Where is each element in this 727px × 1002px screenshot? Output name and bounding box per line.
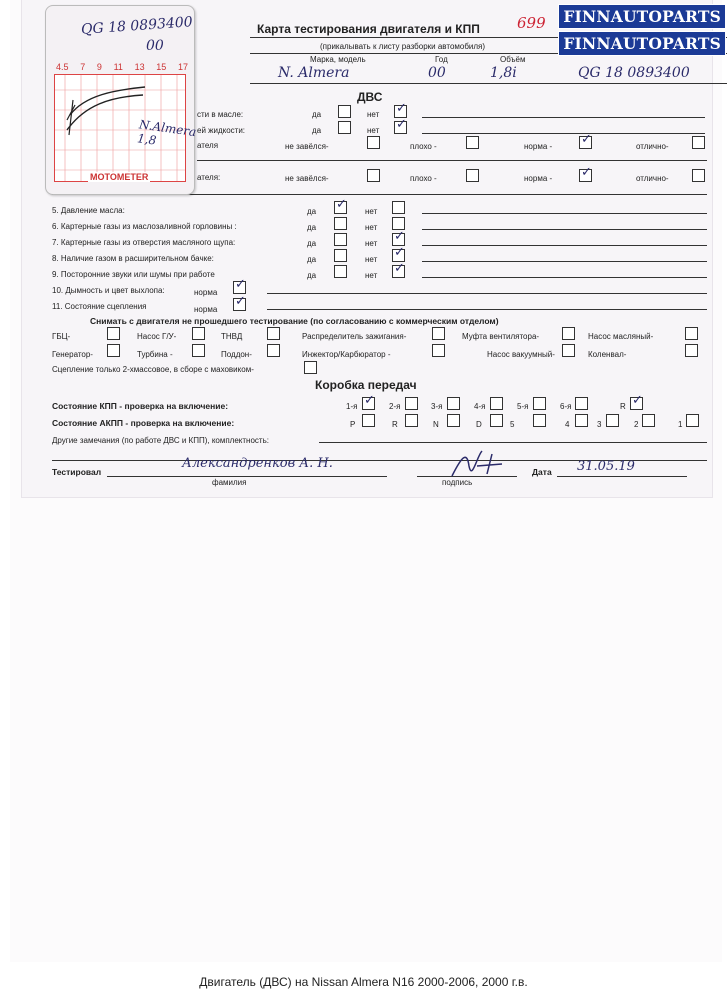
val-engine-number: QG 18 0893400 [578, 65, 690, 81]
part-label: Насос Г/У- [137, 332, 177, 341]
part-label: Насос масляный- [588, 332, 654, 341]
gear-label: 3 [597, 420, 602, 429]
part-box[interactable] [192, 344, 205, 357]
gear-box[interactable] [533, 414, 546, 427]
row4-normal-box[interactable]: ✓ [581, 165, 592, 180]
gear-label: 2-я [389, 402, 401, 411]
card-scale: 4.5 7 9 11 13 15 17 [56, 62, 188, 72]
motometer-card [45, 5, 198, 195]
val-year: 00 [428, 65, 446, 81]
item10-norm-box[interactable]: ✓ [235, 277, 246, 292]
watermark-logo-top: FINNAUTOPARTS [558, 4, 726, 29]
bad-label: плохо - [410, 174, 437, 183]
part-box[interactable] [562, 344, 575, 357]
gear-box[interactable] [405, 414, 418, 427]
norm-label: норма [194, 305, 218, 314]
part-label: Генератор- [52, 350, 93, 359]
part-box[interactable] [432, 344, 445, 357]
gear-label: 1 [678, 420, 683, 429]
tester-name: Александренков А. Н. [182, 456, 333, 471]
gear-box[interactable] [405, 397, 418, 410]
row4-bad-box[interactable] [466, 169, 479, 182]
card-number: QG 18 0893400 [80, 14, 194, 38]
card-note: N.Almera 1,8 [136, 117, 198, 148]
no-label: нет [367, 126, 380, 135]
part-box[interactable] [107, 344, 120, 357]
part-label: ТНВД [221, 332, 243, 341]
item6-label: 6. Картерные газы из маслозаливной горловины : [52, 222, 237, 231]
gear-box[interactable] [606, 414, 619, 427]
gear-label: 5 [510, 420, 515, 429]
val-model: N. Almera [278, 65, 350, 81]
yes-label: да [312, 110, 322, 119]
signature-mark [447, 446, 507, 482]
item9-yes-box[interactable] [334, 265, 347, 278]
excellent-label: отлично- [636, 174, 669, 183]
gear-label: R [392, 420, 398, 429]
row2-label: ей жидкости: [197, 126, 246, 135]
gear-box[interactable] [447, 397, 460, 410]
norm-label: норма [194, 288, 218, 297]
row2-yes-box[interactable] [338, 121, 351, 134]
part-box[interactable] [432, 327, 445, 340]
item7-yes-box[interactable] [334, 233, 347, 246]
gear-label: 5-я [517, 402, 529, 411]
tested-by-label: Тестировал [52, 467, 102, 477]
row3-label: ателя [197, 141, 219, 150]
gear-box[interactable]: ✓ [632, 393, 643, 408]
col-model: Марка, модель [310, 55, 366, 64]
gear-label: N [433, 420, 439, 429]
not-started-label: не завёлся- [285, 174, 329, 183]
date-value: 31.05.19 [577, 459, 635, 474]
item8-yes-box[interactable] [334, 249, 347, 262]
yes-label: да [307, 255, 317, 264]
row3-not-started-box[interactable] [367, 136, 380, 149]
no-label: нет [365, 207, 378, 216]
no-label: нет [367, 110, 380, 119]
clutch-box[interactable] [304, 361, 317, 374]
gear-box[interactable] [490, 397, 503, 410]
bad-label: плохо - [410, 142, 437, 151]
yes-label: да [307, 239, 317, 248]
item8-no-box[interactable]: ✓ [394, 245, 405, 260]
no-label: нет [365, 271, 378, 280]
row4-label: ателя: [197, 173, 221, 182]
no-label: нет [365, 239, 378, 248]
row4-not-started-box[interactable] [367, 169, 380, 182]
manual-label: Состояние КПП - проверка на включение: [52, 401, 229, 411]
card-year: 00 [146, 38, 164, 54]
row1-label: сти в масле: [197, 110, 244, 119]
part-box[interactable] [107, 327, 120, 340]
gear-label: R [620, 402, 626, 411]
item11-label: 11. Состояние сцепления [52, 302, 147, 311]
row3-normal-box[interactable]: ✓ [581, 132, 592, 147]
part-box[interactable] [685, 344, 698, 357]
section-gearbox: Коробка передач [315, 378, 417, 392]
yes-label: да [312, 126, 322, 135]
excellent-label: отлично- [636, 142, 669, 151]
val-volume: 1,8i [490, 65, 517, 81]
part-label: Распределитель зажигания- [302, 332, 407, 341]
gear-box[interactable] [686, 414, 699, 427]
part-label: Муфта вентилятора- [462, 332, 540, 341]
gear-label: P [350, 420, 356, 429]
gear-box[interactable] [447, 414, 460, 427]
removed-title: Снимать с двигателя не прошедшего тестирование (по согласованию с коммерческим отделом) [90, 316, 499, 326]
part-box[interactable] [267, 344, 280, 357]
item7-no-box[interactable]: ✓ [394, 229, 405, 244]
form-subtitle: (прикалывать к листу разборки автомобиля) [320, 42, 486, 51]
part-label: ГБЦ- [52, 332, 71, 341]
item5-yes-box[interactable]: ✓ [336, 197, 347, 212]
col-volume: Объём [500, 55, 526, 64]
item5-label: 5. Давление масла: [52, 206, 125, 215]
gear-box[interactable] [642, 414, 655, 427]
part-box[interactable] [267, 327, 280, 340]
form-title: Карта тестирования двигателя и КПП [257, 22, 480, 36]
row3-bad-box[interactable] [466, 136, 479, 149]
part-box[interactable] [192, 327, 205, 340]
yes-label: да [307, 223, 317, 232]
gear-label: 2 [634, 420, 639, 429]
part-label: Турбина - [137, 350, 173, 359]
row1-yes-box[interactable] [338, 105, 351, 118]
item8-label: 8. Наличие газом в расширительном бачке: [52, 254, 214, 263]
item11-norm-box[interactable]: ✓ [235, 294, 246, 309]
row2-no-box[interactable]: ✓ [396, 117, 407, 132]
yes-label: да [307, 207, 317, 216]
gear-box[interactable] [533, 397, 546, 410]
item9-no-box[interactable]: ✓ [394, 261, 405, 276]
yes-label: да [307, 271, 317, 280]
part-box[interactable] [685, 327, 698, 340]
gear-box[interactable] [575, 397, 588, 410]
row4-excellent-box[interactable] [692, 169, 705, 182]
section-engine: ДВС [357, 90, 383, 104]
watermark-logo-bottom: FINNAUTOPARTS [558, 31, 726, 56]
item6-yes-box[interactable] [334, 217, 347, 230]
doc-number: 699 [517, 14, 546, 32]
row3-excellent-box[interactable] [692, 136, 705, 149]
gear-label: 3-я [431, 402, 443, 411]
part-label: Коленвал- [588, 350, 627, 359]
part-label: Насос вакуумный- [487, 350, 555, 359]
gear-label: 1-я [346, 402, 358, 411]
no-label: нет [365, 255, 378, 264]
card-brand: MOTOMETER [90, 172, 149, 182]
other-notes: Другие замечания (по работе ДВС и КПП), комплектность: [52, 436, 269, 445]
part-box[interactable] [562, 327, 575, 340]
gear-label: 6-я [560, 402, 572, 411]
gear-box[interactable] [362, 414, 375, 427]
item7-label: 7. Картерные газы из отверстия масляного щупа: [52, 238, 236, 247]
normal-label: норма - [524, 142, 553, 151]
part-label: Инжектор/Карбюратор - [302, 350, 391, 359]
date-label: Дата [532, 467, 552, 477]
gear-box[interactable]: ✓ [364, 393, 375, 408]
surname-label: фамилия [212, 478, 247, 487]
col-year: Год [435, 55, 448, 64]
not-started-label: не завёлся- [285, 142, 329, 151]
signature-label: подпись [442, 478, 473, 487]
part-label: Поддон- [221, 350, 252, 359]
gear-box[interactable] [575, 414, 588, 427]
no-label: нет [365, 223, 378, 232]
image-caption: Двигатель (ДВС) на Nissan Almera N16 2000-2006, 2000 г.в. [0, 962, 727, 1000]
item9-label: 9. Посторонние звуки или шумы при работе [52, 270, 215, 279]
gear-label: D [476, 420, 482, 429]
gear-box[interactable] [490, 414, 503, 427]
clutch-note: Сцепление только 2-хмассовое, в сборе с маховиком- [52, 365, 254, 374]
item10-label: 10. Дымность и цвет выхлопа: [52, 286, 165, 295]
row1-no-box[interactable]: ✓ [396, 101, 407, 116]
item5-no-box[interactable] [392, 201, 405, 214]
gear-label: 4 [565, 420, 570, 429]
auto-label: Состояние АКПП - проверка на включение: [52, 418, 235, 428]
normal-label: норма - [524, 174, 553, 183]
gear-label: 4-я [474, 402, 486, 411]
